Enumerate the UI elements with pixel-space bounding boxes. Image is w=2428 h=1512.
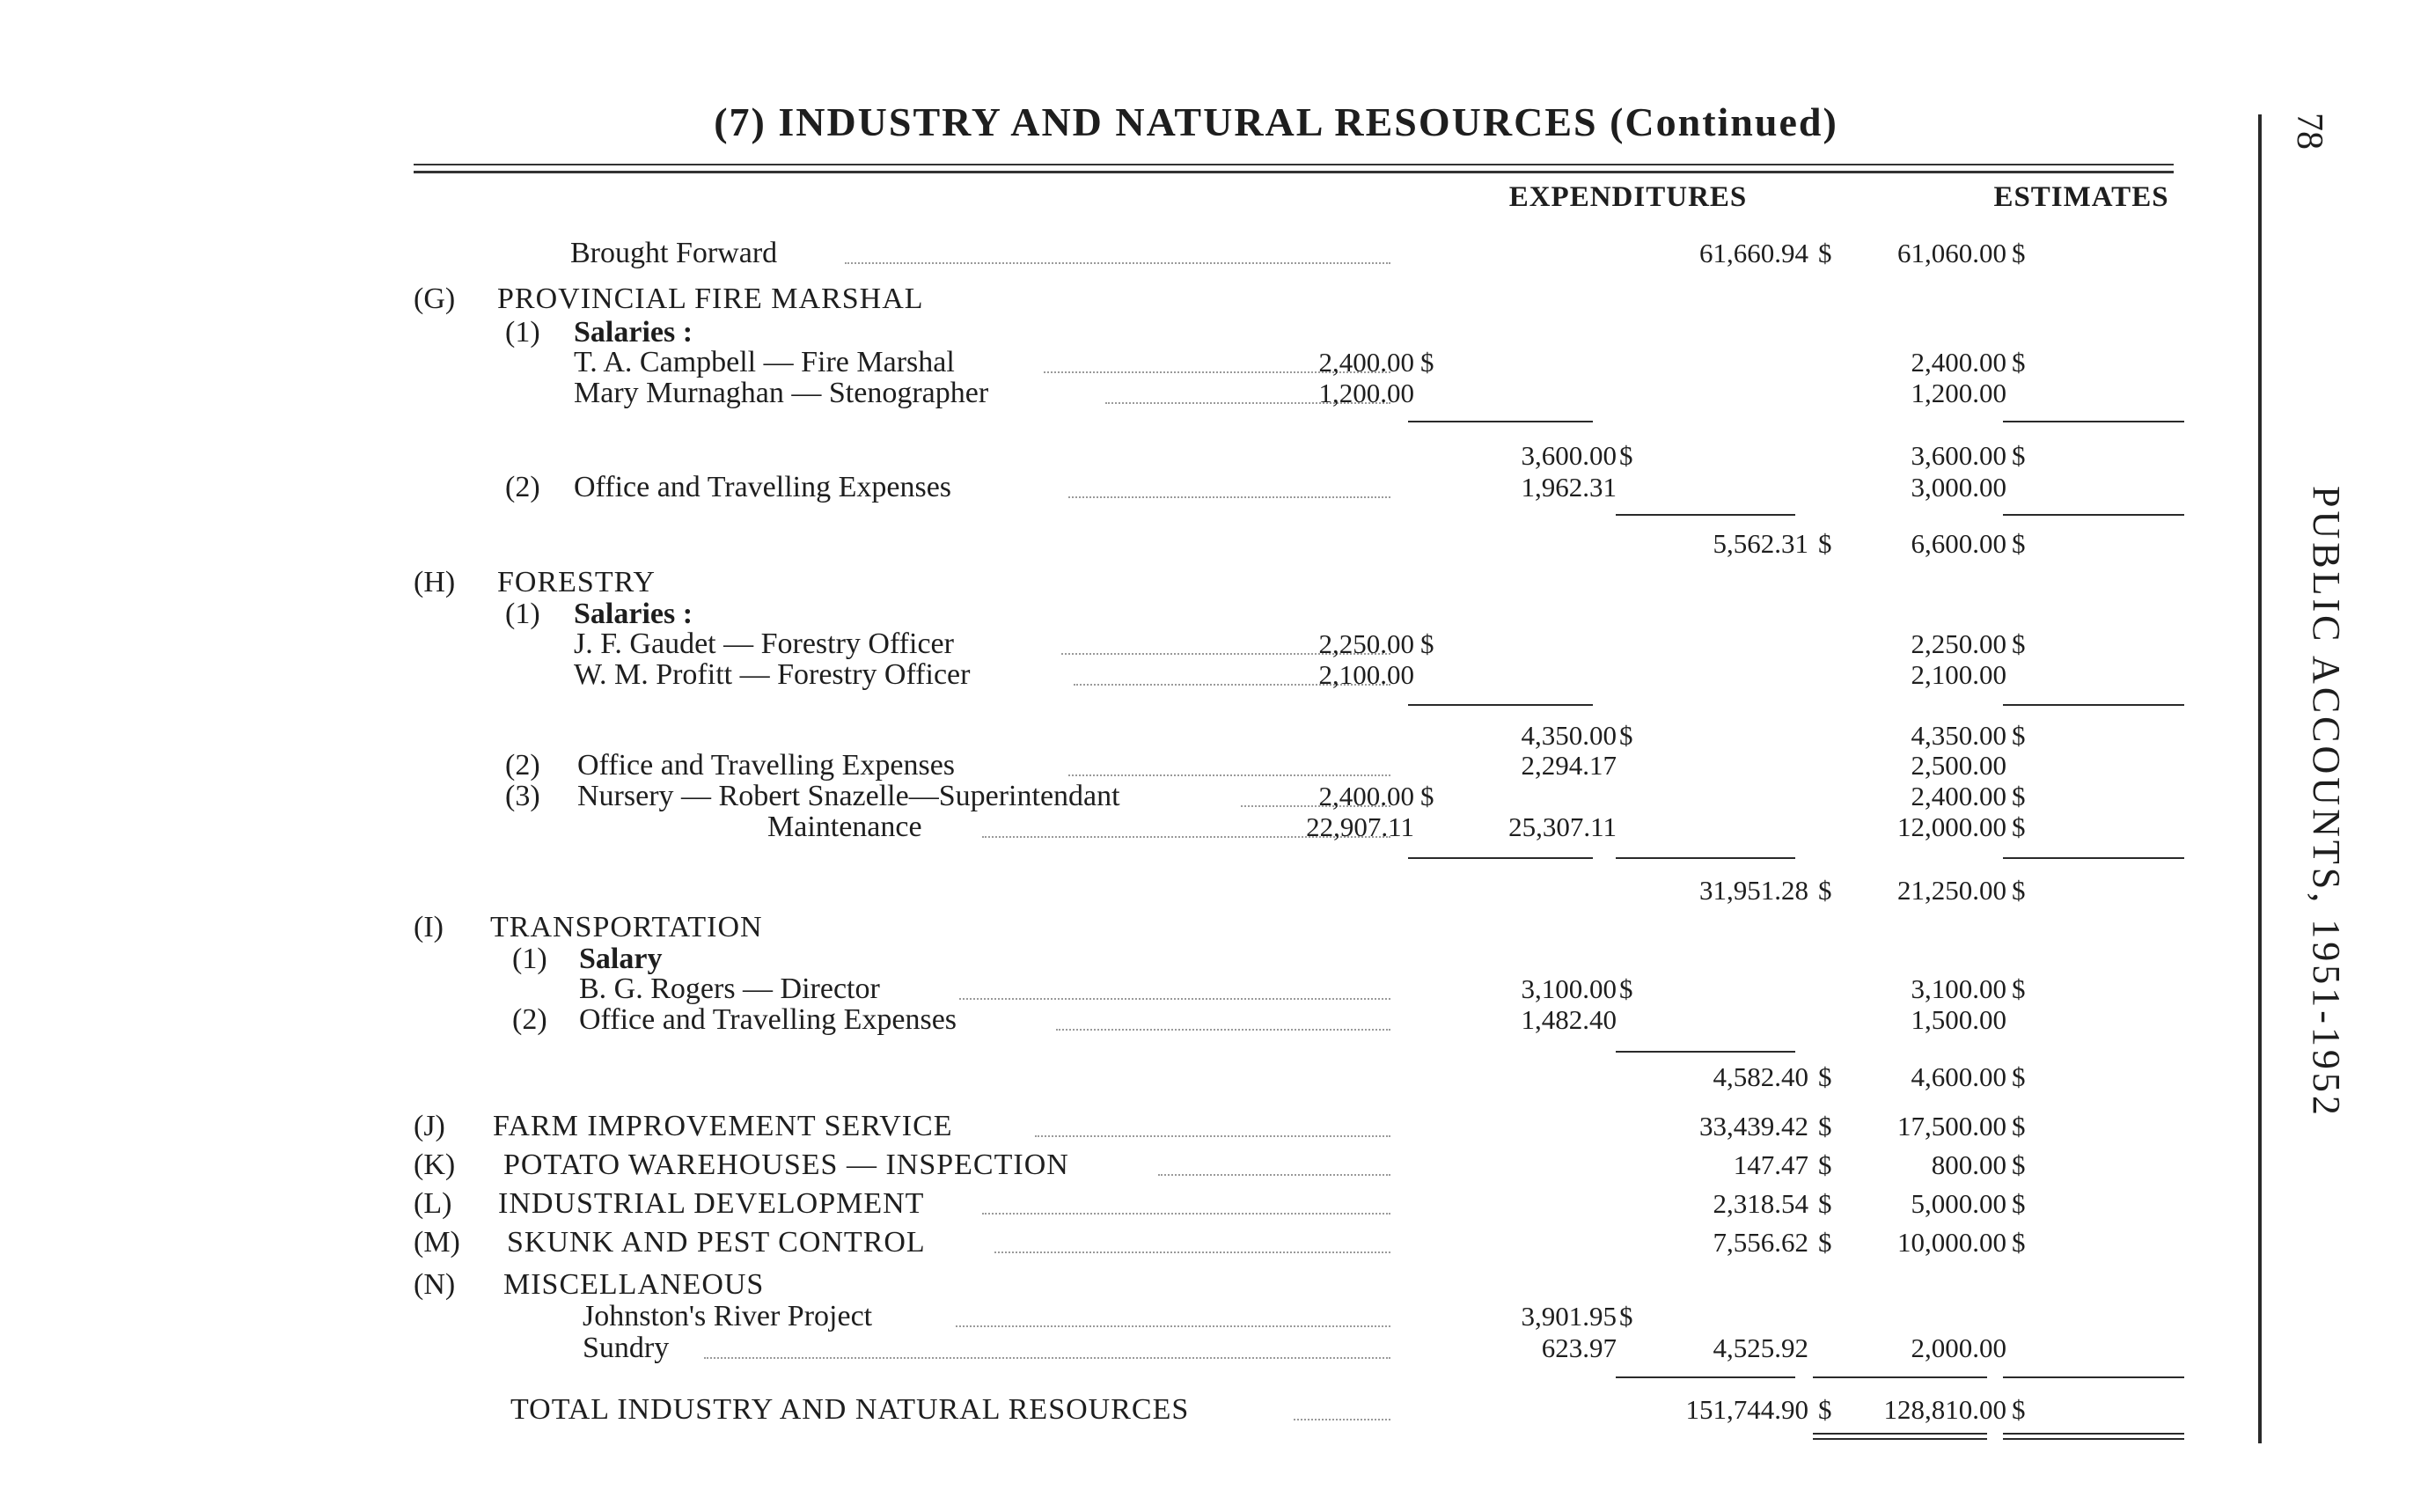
staff-amount: 1,200.00 xyxy=(1318,378,1414,408)
currency-sign: $ xyxy=(2012,528,2026,559)
leader-dots xyxy=(1068,774,1390,776)
subtotal-rule xyxy=(2003,421,2184,422)
sundry-row xyxy=(0,1332,2253,1364)
grand-total-label: TOTAL INDUSTRY AND NATURAL RESOURCES xyxy=(510,1393,1190,1426)
leader-dots xyxy=(1068,496,1390,498)
currency-sign: $ xyxy=(1818,238,1832,268)
johnston-amount: 3,901.95 xyxy=(1521,1301,1617,1332)
staff-row xyxy=(0,659,2253,691)
currency-sign: $ xyxy=(2012,875,2026,906)
section-title: TRANSPORTATION xyxy=(490,911,763,943)
salaries-estimate: 4,350.00 xyxy=(1911,720,2006,751)
salaries-total: 4,350.00 xyxy=(1521,720,1617,751)
total-double-rule xyxy=(2003,1433,2184,1435)
nursery-estimate: 2,400.00 xyxy=(1911,781,2006,811)
section-total-estimate: 21,250.00 xyxy=(1897,875,2006,906)
section-total-row xyxy=(0,1061,2253,1093)
item-amount: 147.47 xyxy=(1733,1149,1808,1180)
brought-forward-row xyxy=(0,238,2253,269)
item-amount: 2,318.54 xyxy=(1713,1188,1808,1219)
item-label: FARM IMPROVEMENT SERVICE xyxy=(493,1110,953,1142)
item-row-industrial-development xyxy=(0,1188,2253,1220)
salaries-subtotal-row xyxy=(0,720,2253,752)
currency-sign: $ xyxy=(1619,973,1633,1004)
section-total-estimate: 4,600.00 xyxy=(1911,1061,2006,1092)
staff-row xyxy=(0,628,2253,660)
misc-total: 4,525.92 xyxy=(1713,1332,1808,1363)
staff-name: T. A. Campbell — Fire Marshal xyxy=(574,346,955,378)
page-title: (7) INDUSTRY AND NATURAL RESOURCES (Continued) xyxy=(714,99,1838,144)
salaries-subtotal-row xyxy=(0,440,2253,472)
brought-forward-amount: 61,660.94 xyxy=(1699,238,1808,268)
section-total-row xyxy=(0,875,2253,906)
maintenance-label: Maintenance xyxy=(767,811,922,843)
subtotal-rule xyxy=(1408,704,1593,706)
grand-total-estimate: 128,810.00 xyxy=(1883,1394,2006,1425)
item-code: (1) xyxy=(505,598,540,630)
currency-sign: $ xyxy=(2012,238,2026,268)
office-label: Office and Travelling Expenses xyxy=(574,471,952,503)
office-amount: 1,962.31 xyxy=(1521,472,1617,503)
section-code: (I) xyxy=(414,911,444,943)
subtotal-rule xyxy=(1408,421,1593,422)
item-label: SKUNK AND PEST CONTROL xyxy=(507,1226,926,1259)
section-code: (G) xyxy=(414,283,456,315)
currency-sign: $ xyxy=(1619,440,1633,471)
currency-sign: $ xyxy=(1818,1111,1832,1141)
currency-sign: $ xyxy=(1818,1394,1832,1425)
margin-rule xyxy=(2258,114,2262,1443)
section-header-miscellaneous xyxy=(0,1269,2253,1301)
office-expenses-row xyxy=(0,472,2253,503)
salaries-estimate: 3,600.00 xyxy=(1911,440,2006,471)
page-number: 78 xyxy=(2289,113,2329,150)
section-total: 4,582.40 xyxy=(1713,1061,1808,1092)
salaries-header xyxy=(0,317,2253,349)
maintenance-amount: 22,907.11 xyxy=(1306,811,1414,842)
subtotal-rule xyxy=(2003,514,2184,516)
sundry-label: Sundry xyxy=(583,1332,670,1364)
grand-total-row xyxy=(0,1394,2253,1426)
currency-sign: $ xyxy=(1818,1061,1832,1092)
currency-sign: $ xyxy=(2012,1149,2026,1180)
salaries-total: 3,600.00 xyxy=(1521,440,1617,471)
item-code: (2) xyxy=(505,471,540,503)
staff-estimate: 2,400.00 xyxy=(1911,347,2006,378)
staff-name: W. M. Profitt — Forestry Officer xyxy=(574,658,971,691)
nursery-amount: 2,400.00 xyxy=(1318,781,1414,811)
currency-sign: $ xyxy=(1818,1149,1832,1180)
section-code: (K) xyxy=(414,1149,456,1181)
staff-amount: 2,250.00 xyxy=(1318,628,1414,659)
item-code: (1) xyxy=(505,316,540,349)
director-amount: 3,100.00 xyxy=(1521,973,1617,1004)
currency-sign: $ xyxy=(1818,528,1832,559)
nursery-row xyxy=(0,781,2253,812)
nursery-label: Nursery — Robert Snazelle—Superintendant xyxy=(577,780,1120,812)
section-header-transportation xyxy=(0,912,2253,943)
item-estimate: 5,000.00 xyxy=(1911,1188,2006,1219)
item-code: (1) xyxy=(512,943,547,975)
expenditures-header: EXPENDITURES xyxy=(1508,181,1748,213)
item-code: (2) xyxy=(505,749,540,782)
subtotal-rule xyxy=(1616,857,1795,859)
section-code: (J) xyxy=(414,1110,445,1142)
currency-sign: $ xyxy=(1420,628,1434,659)
leader-dots xyxy=(845,262,1390,264)
leader-dots xyxy=(1158,1174,1390,1176)
item-row-potato-warehouses xyxy=(0,1149,2253,1181)
office-label: Office and Travelling Expenses xyxy=(579,1003,957,1036)
staff-estimate: 2,100.00 xyxy=(1911,659,2006,690)
staff-row xyxy=(0,347,2253,378)
subtotal-rule xyxy=(1813,1376,1987,1378)
currency-sign: $ xyxy=(1818,875,1832,906)
subtotal-rule xyxy=(1616,514,1795,516)
johnston-river-row xyxy=(0,1301,2253,1332)
item-code: (3) xyxy=(505,780,540,812)
brought-forward-label: Brought Forward xyxy=(570,237,778,269)
office-amount: 2,294.17 xyxy=(1521,750,1617,781)
currency-sign: $ xyxy=(1818,1227,1832,1258)
currency-sign: $ xyxy=(2012,440,2026,471)
section-total: 5,562.31 xyxy=(1713,528,1808,559)
leader-dots xyxy=(1035,1135,1390,1137)
leader-dots xyxy=(959,998,1390,1000)
sundry-amount: 623.97 xyxy=(1541,1332,1617,1363)
item-row-skunk-pest-control xyxy=(0,1227,2253,1259)
office-amount: 1,482.40 xyxy=(1521,1004,1617,1035)
office-expenses-row xyxy=(0,750,2253,782)
leader-dots xyxy=(1056,1029,1390,1031)
office-estimate: 1,500.00 xyxy=(1911,1004,2006,1035)
currency-sign: $ xyxy=(2012,973,2026,1004)
currency-sign: $ xyxy=(1619,1301,1633,1332)
currency-sign: $ xyxy=(2012,1111,2026,1141)
currency-sign: $ xyxy=(1420,781,1434,811)
salary-header xyxy=(0,943,2253,975)
staff-amount: 2,400.00 xyxy=(1318,347,1414,378)
section-header-fire-marshal xyxy=(0,283,2253,315)
item-label: POTATO WAREHOUSES — INSPECTION xyxy=(503,1149,1069,1181)
section-title: FORESTRY xyxy=(497,566,656,598)
salaries-label: Salaries : xyxy=(574,316,693,349)
staff-name: J. F. Gaudet — Forestry Officer xyxy=(574,628,954,660)
leader-dots xyxy=(956,1325,1390,1327)
subtotal-rule xyxy=(2003,857,2184,859)
item-estimate: 17,500.00 xyxy=(1897,1111,2006,1141)
section-total-row xyxy=(0,528,2253,560)
staff-row xyxy=(0,378,2253,409)
section-code: (L) xyxy=(414,1187,452,1220)
leader-dots xyxy=(994,1251,1390,1253)
currency-sign: $ xyxy=(2012,347,2026,378)
office-expenses-row xyxy=(0,1004,2253,1036)
staff-estimate: 1,200.00 xyxy=(1911,378,2006,408)
currency-sign: $ xyxy=(1619,720,1633,751)
director-estimate: 3,100.00 xyxy=(1911,973,2006,1004)
item-amount: 33,439.42 xyxy=(1699,1111,1808,1141)
leader-dots xyxy=(982,1213,1390,1215)
salaries-label: Salaries : xyxy=(574,598,693,630)
currency-sign: $ xyxy=(2012,1061,2026,1092)
office-estimate: 3,000.00 xyxy=(1911,472,2006,503)
director-name: B. G. Rogers — Director xyxy=(579,973,880,1005)
currency-sign: $ xyxy=(2012,720,2026,751)
section-header-forestry xyxy=(0,567,2253,598)
item-label: INDUSTRIAL DEVELOPMENT xyxy=(498,1187,925,1220)
section-title: MISCELLANEOUS xyxy=(503,1268,765,1301)
office-estimate: 2,500.00 xyxy=(1911,750,2006,781)
staff-estimate: 2,250.00 xyxy=(1911,628,2006,659)
maintenance-total: 25,307.11 xyxy=(1508,811,1617,842)
title-rule-top xyxy=(414,164,2174,165)
section-code: (M) xyxy=(414,1226,460,1259)
subtotal-rule xyxy=(1616,1376,1795,1378)
subtotal-rule xyxy=(2003,704,2184,706)
staff-amount: 2,100.00 xyxy=(1318,659,1414,690)
section-total: 31,951.28 xyxy=(1699,875,1808,906)
currency-sign: $ xyxy=(2012,781,2026,811)
currency-sign: $ xyxy=(2012,1188,2026,1219)
salaries-header xyxy=(0,598,2253,630)
item-estimate: 10,000.00 xyxy=(1897,1227,2006,1258)
maintenance-estimate: 12,000.00 xyxy=(1897,811,2006,842)
section-code: (N) xyxy=(414,1268,456,1301)
item-estimate: 800.00 xyxy=(1931,1149,2006,1180)
subtotal-rule xyxy=(1408,857,1593,859)
running-header: PUBLIC ACCOUNTS, 1951-1952 xyxy=(2305,486,2348,1119)
currency-sign: $ xyxy=(2012,1394,2026,1425)
item-code: (2) xyxy=(512,1003,547,1036)
brought-forward-estimate: 61,060.00 xyxy=(1897,238,2006,268)
estimates-header: ESTIMATES xyxy=(1993,181,2169,213)
maintenance-row xyxy=(0,811,2253,843)
leader-dots xyxy=(704,1357,1390,1359)
title-rule-bottom xyxy=(414,171,2174,173)
leader-dots xyxy=(1294,1419,1390,1420)
total-double-rule xyxy=(2003,1438,2184,1440)
section-title: PROVINCIAL FIRE MARSHAL xyxy=(497,283,924,315)
salary-label: Salary xyxy=(579,943,663,975)
section-total-estimate: 6,600.00 xyxy=(1911,528,2006,559)
total-double-rule xyxy=(1813,1438,1987,1440)
misc-estimate: 2,000.00 xyxy=(1911,1332,2006,1363)
currency-sign: $ xyxy=(1420,347,1434,378)
total-double-rule xyxy=(1813,1433,1987,1435)
subtotal-rule xyxy=(2003,1376,2184,1378)
currency-sign: $ xyxy=(2012,1227,2026,1258)
currency-sign: $ xyxy=(1818,1188,1832,1219)
staff-name: Mary Murnaghan — Stenographer xyxy=(574,377,989,409)
currency-sign: $ xyxy=(2012,628,2026,659)
johnston-label: Johnston's River Project xyxy=(583,1300,873,1332)
item-row-farm-improvement xyxy=(0,1111,2253,1142)
section-code: (H) xyxy=(414,566,456,598)
subtotal-rule xyxy=(1616,1051,1795,1053)
item-amount: 7,556.62 xyxy=(1713,1227,1808,1258)
grand-total-amount: 151,744.90 xyxy=(1685,1394,1808,1425)
director-row xyxy=(0,973,2253,1005)
office-label: Office and Travelling Expenses xyxy=(577,749,956,782)
currency-sign: $ xyxy=(2012,811,2026,842)
